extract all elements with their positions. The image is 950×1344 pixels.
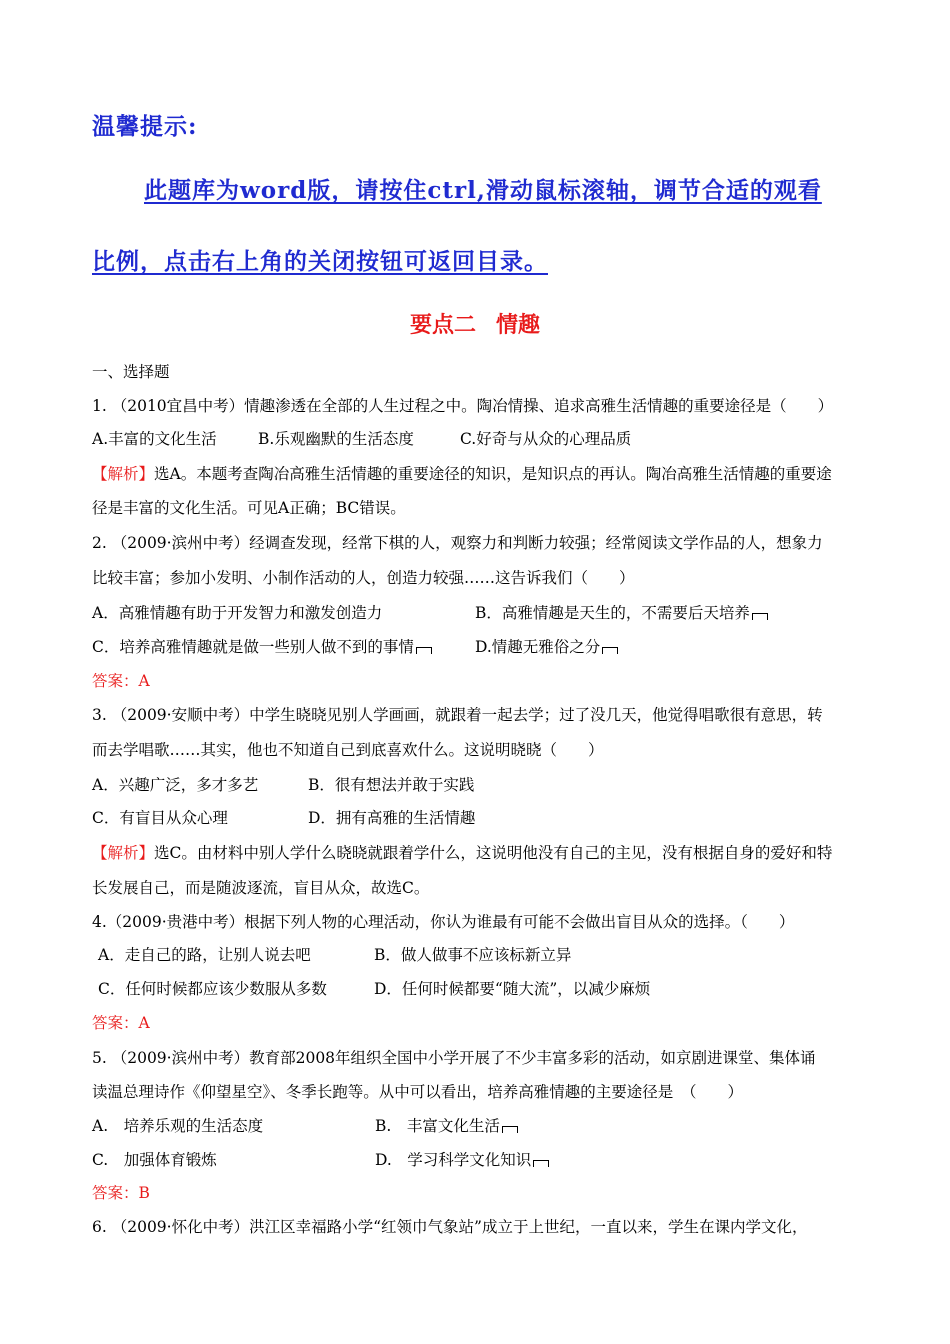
section-title (0, 308, 950, 339)
q3-stem-line-1: 3. （2009·安顺中考）中学生晓晓见别人学画画，就跟着一起去学；过了没几天，他觉得唱歌很有意思，转 (92, 706, 823, 724)
q5-stem-line-2: 读温总理诗作《仰望星空》、冬季长跑等。从中可以看出，培养高雅情趣的主要途径是 （ ） (92, 1083, 744, 1101)
q1-analysis-text-1: 选A。本题考查陶冶高雅生活情趣的重要途径的知识，是知识点的再认。陶冶高雅生活情趣的重要途 (154, 465, 832, 483)
section-title-part2: 情趣 (496, 312, 541, 338)
q4-option-c: C．任何时候都应该少数服从多数 (98, 980, 327, 998)
tip-line-1: 此题库为word版，请按住ctrl,滑动鼠标滚轴，调节合适的观看 (144, 177, 822, 204)
q3-option-d: D．拥有高雅的生活情趣 (308, 809, 476, 827)
q2-option-b-text: B．高雅情趣是天生的，不需要后天培养 (475, 604, 750, 622)
q1-option-c: C.好奇与从众的心理品质 (460, 430, 632, 448)
paragraph-mark-icon (416, 647, 432, 654)
q1-stem: 1. （2010宜昌中考）情趣渗透在全部的人生过程之中。陶冶情操、追求高雅生活情趣的重要途径是（ ） (92, 397, 834, 415)
q4-option-d: D．任何时候都要“随大流”，以减少麻烦 (374, 980, 651, 998)
q3-analysis-line-2: 长发展自己，而是随波逐流，盲目从众，故选C。 (92, 879, 430, 897)
q5-option-d-text: D. 学习科学文化知识 (375, 1151, 532, 1169)
q2-stem-line-2: 比较丰富；参加小发明、小制作活动的人，创造力较强……这告诉我们（ ） (92, 569, 635, 587)
q4-stem: 4.（2009·贵港中考）根据下列人物的心理活动，你认为谁最有可能不会做出盲目从众的选择。（ ） (92, 913, 795, 931)
paragraph-mark-icon (502, 1126, 518, 1133)
q2-option-c-text: C．培养高雅情趣就是做一些别人做不到的事情 (92, 638, 414, 656)
q4-option-a: A．走自己的路，让别人说去吧 (98, 946, 311, 964)
paragraph-mark-icon (533, 1160, 549, 1167)
section-heading: 一、选择题 (92, 363, 170, 381)
q5-option-b-text: B. 丰富文化生活 (375, 1117, 500, 1135)
q3-option-a: A．兴趣广泛，多才多艺 (92, 776, 259, 794)
q3-analysis-label: 【解析】 (92, 844, 155, 862)
q1-analysis-line-2: 径是丰富的文化生活。可见A正确；BC错误。 (92, 499, 406, 517)
q2-option-b (475, 603, 768, 623)
q5-option-b (375, 1116, 518, 1136)
q2-stem-line-1: 2. （2009·滨州中考）经调查发现，经常下棋的人，观察力和判断力较强；经常阅读文学作品的人，想象力 (92, 534, 823, 552)
q2-option-a: A．高雅情趣有助于开发智力和激发创造力 (92, 604, 383, 622)
q1-option-a: A.丰富的文化生活 (92, 430, 217, 448)
q2-answer: 答案：A (92, 672, 150, 690)
q3-option-b: B．很有想法并敢于实践 (308, 776, 475, 794)
q1-analysis-line-1 (92, 464, 832, 484)
q5-option-d (375, 1150, 549, 1170)
q2-option-c (92, 637, 432, 657)
q6-stem-line-1: 6. （2009·怀化中考）洪江区幸福路小学“红领巾气象站”成立于上世纪，一直以来，学生在课内学文化， (92, 1218, 808, 1236)
q1-option-b: B.乐观幽默的生活态度 (258, 430, 414, 448)
q4-option-b: B．做人做事不应该标新立异 (374, 946, 572, 964)
q1-analysis-label: 【解析】 (92, 465, 155, 483)
q5-stem-line-1: 5. （2009·滨州中考）教育部2008年组织全国中小学开展了不少丰富多彩的活动，如京剧进课堂、集体诵 (92, 1049, 816, 1067)
q3-option-c: C．有盲目从众心理 (92, 809, 228, 827)
q5-answer: 答案：B (92, 1184, 150, 1202)
q3-analysis-line-1 (92, 843, 832, 863)
q2-option-d-text: D.情趣无雅俗之分 (475, 638, 601, 656)
section-title-part1: 要点二 (409, 312, 476, 338)
q5-option-a: A. 培养乐观的生活态度 (92, 1117, 264, 1135)
q3-analysis-text-1: 选C。由材料中别人学什么晓晓就跟着学什么，这说明他没有自己的主见，没有根据自身的爱好和特 (154, 844, 833, 862)
tip-line-2: 比例，点击右上角的关闭按钮可返回目录。 (92, 248, 548, 275)
paragraph-mark-icon (602, 647, 618, 654)
q5-option-c: C. 加强体育锻炼 (92, 1151, 217, 1169)
q4-answer: 答案：A (92, 1014, 150, 1032)
q2-option-d (475, 637, 618, 657)
tip-title: 温馨提示: (92, 113, 198, 140)
paragraph-mark-icon (752, 613, 768, 620)
q3-stem-line-2: 而去学唱歌……其实，他也不知道自己到底喜欢什么。这说明晓晓（ ） (92, 741, 604, 759)
